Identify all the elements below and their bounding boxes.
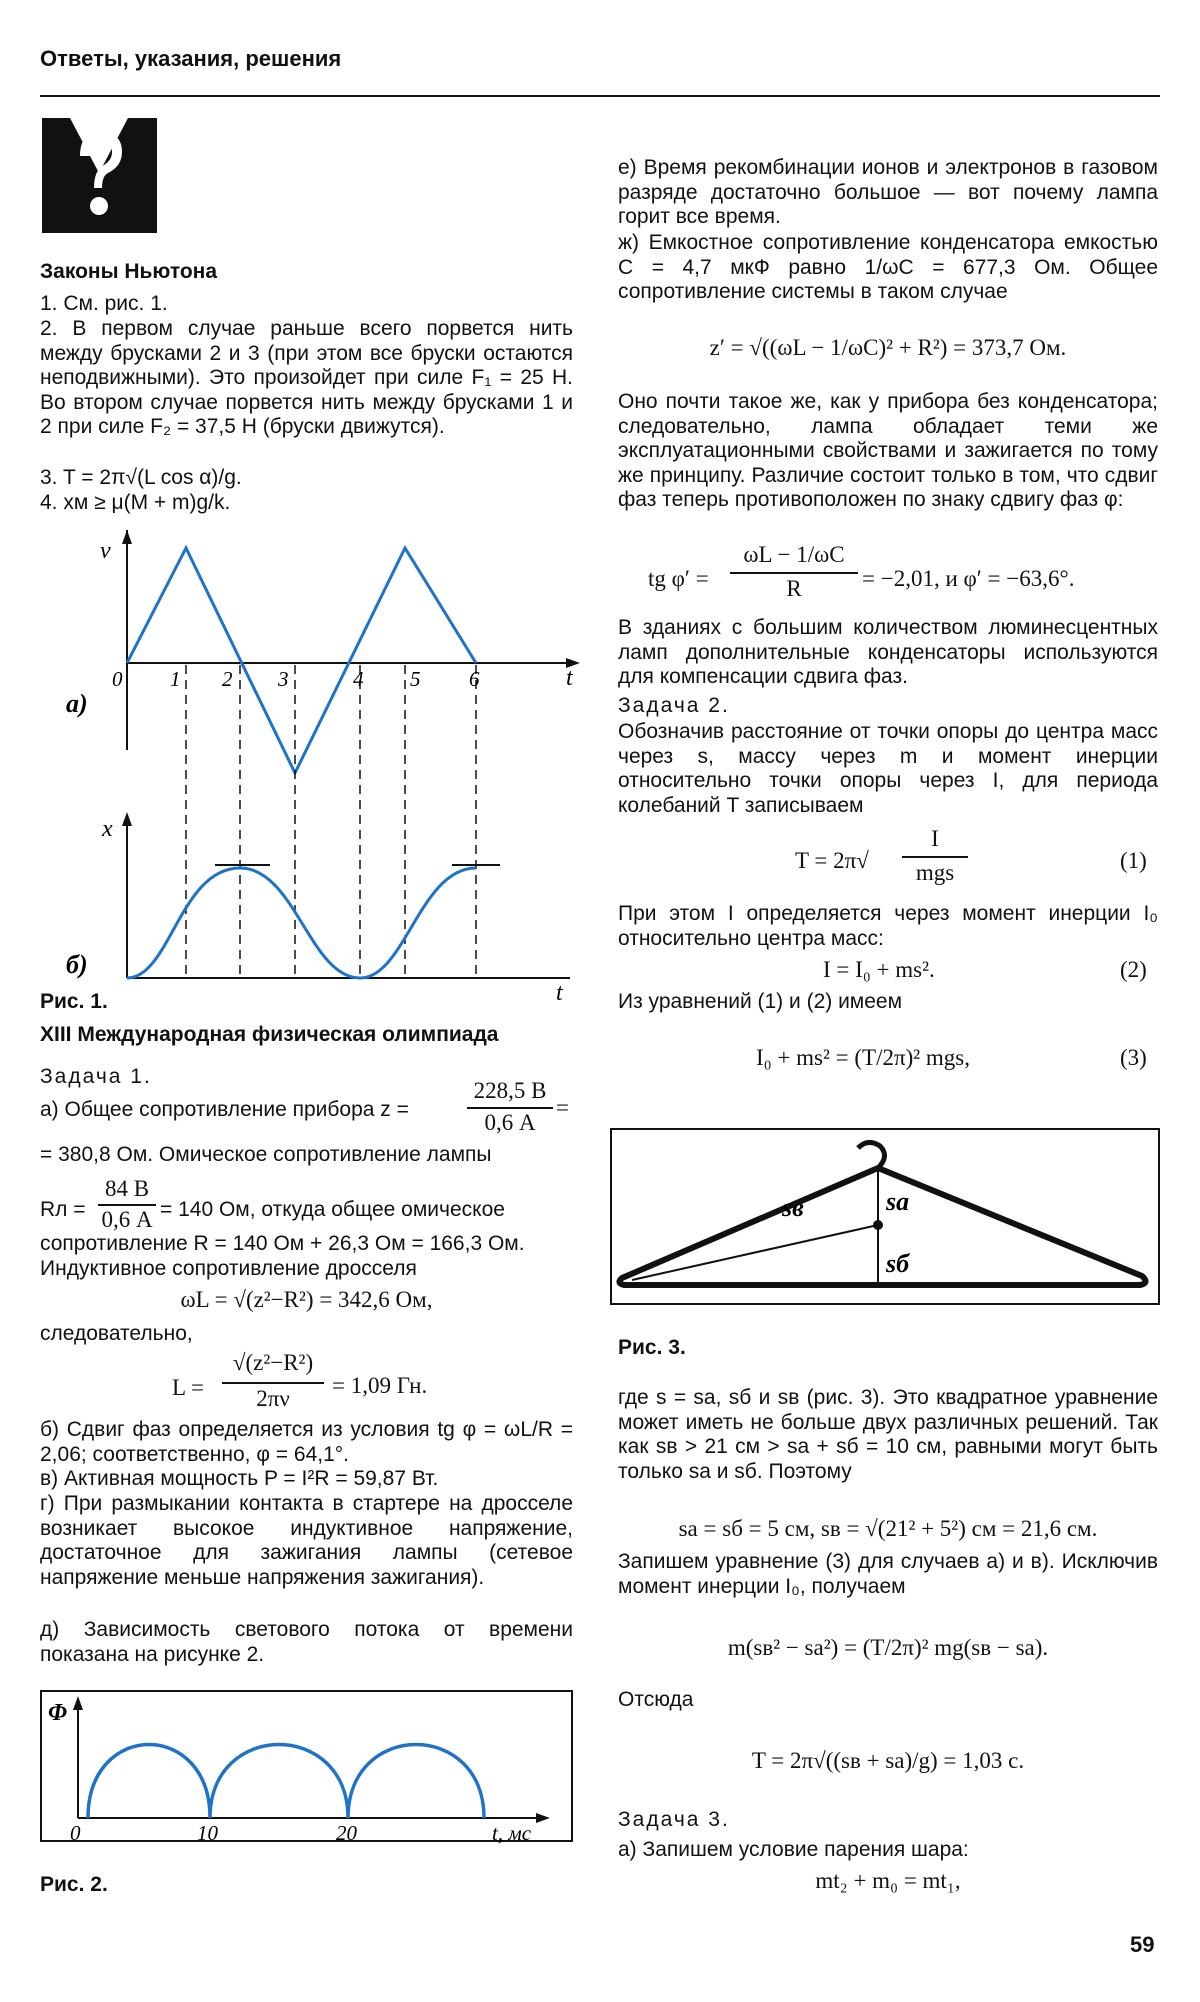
fig1-caption: Рис. 1. <box>40 990 108 1013</box>
t1a-eq2-bar <box>222 1382 324 1384</box>
fig1-tick-1: 1 <box>170 667 181 691</box>
t1a-rl-bar <box>98 1204 156 1206</box>
newton-title: Законы Ньютона <box>40 260 218 283</box>
fig1-tick-4: 4 <box>353 667 364 691</box>
fig3-sb-label: sб <box>886 1249 910 1278</box>
r-e: е) Время рекомбинации ионов и электронов в газовом разряде достаточно большое — вот почему лампа горит все время. <box>618 156 1158 228</box>
t1a-line5: Индуктивное сопротивление дросселя <box>40 1257 417 1280</box>
task2-title: Задача 2. <box>618 694 730 717</box>
fig1-v-label: v <box>100 538 111 564</box>
t1e: д) Зависимость светового потока от времени показана на рисунке 2. <box>40 1618 573 1666</box>
task1-title: Задача 1. <box>40 1065 152 1088</box>
r-p4: При этом I определяется через момент инерции I₀ относительно центра масс: <box>618 902 1158 950</box>
fig2-caption: Рис. 2. <box>40 1873 108 1896</box>
figure-2 <box>40 1690 573 1845</box>
fig1-t-label-a: t <box>566 665 573 691</box>
r-eq5: m(sв² − sа²) = (T/2π)² mg(sв − sа). <box>727 1635 1049 1660</box>
r-eq2: I = I₀ + ms². <box>823 957 935 982</box>
r-eq-tg-bar <box>730 572 858 574</box>
fig2-tick-0: 0 <box>70 1821 81 1845</box>
r-p1: Оно почти такое же, как у прибора без конденсатора; следовательно, лампа обладает теми же эксплуатационными свойствами и зажигается по тому же принципу. Различие состоит только в том, что сдвиг фаз теперь противоположен по знаку сдвигу фаз φ: <box>618 390 1158 511</box>
fig2-t-label: t, мс <box>492 1821 532 1845</box>
fig1-t-label-b: t <box>556 980 563 1006</box>
r-p2: В зданиях с большим количеством люминесцентных ламп дополнительные конденсаторы используются для компенсации сдвига фаз. <box>618 616 1158 688</box>
r-eq3-no: (3) <box>1120 1045 1147 1070</box>
t1a-frac-den: 0,6 А <box>484 1110 536 1135</box>
r-eq1-bar <box>902 856 968 858</box>
fig2-tick-20: 20 <box>336 1821 357 1845</box>
t1a-line3: = 140 Ом, откуда общее омическое <box>160 1198 505 1221</box>
r-eq1-num: I <box>931 826 939 851</box>
fig1-a-label: а) <box>66 689 88 718</box>
r-p7: Запишем уравнение (3) для случаев а) и в). Исключив момент инерции I₀, получаем <box>618 1550 1158 1598</box>
page-number: 59 <box>1130 1932 1155 1957</box>
fig1-b-label: б) <box>66 950 88 979</box>
r-zh: ж) Емкостное сопротивление конденсатора емкостью C = 4,7 мкФ равно 1/ωC = 677,3 Ом. Общее сопротивление системы в таком случае <box>618 231 1158 303</box>
t1a-eq-sign: = <box>556 1095 569 1120</box>
section-header: Ответы, указания, решения <box>40 46 342 71</box>
header-rule <box>40 95 1160 97</box>
r-p3: Обозначив расстояние от точки опоры до центра масс через s, массу через m и момент инерции относительно точки опоры через I, для периода колебаний T записываем <box>618 720 1158 817</box>
t1a-eq1: ωL = √(z²−R²) = 342,6 Ом, <box>180 1287 433 1312</box>
fig1-x-label: x <box>102 816 113 842</box>
r-eq-tg-den: R <box>786 576 802 601</box>
r-eq1-den: mgs <box>915 860 955 885</box>
r-p5: Из уравнений (1) и (2) имеем <box>618 990 903 1013</box>
r-eq3: I₀ + ms² = (T/2π)² mgs, <box>756 1045 970 1070</box>
r-eq4: sа = sб = 5 см, sв = √(21² + 5²) см = 21,6 см. <box>678 1516 1098 1541</box>
olympiad-title: XIII Международная физическая олимпиада <box>40 1023 499 1046</box>
t1b: б) Сдвиг фаз определяется из условия tg φ = ωL/R = 2,06; соответственно, φ = 64,1°. <box>40 1418 573 1466</box>
t1a-line1: а) Общее сопротивление прибора z = <box>40 1098 409 1121</box>
r-p8: Отсюда <box>618 1688 694 1711</box>
figure-3 <box>610 1128 1160 1305</box>
r-eq-tg-rhs: = −2,01, и φ′ = −63,6°. <box>862 566 1075 591</box>
newton-item-2: 2. В первом случае раньше всего порвется нить между брусками 2 и 3 (при этом все бруски остаются неподвижными). Это произойдет при силе F₁ = 25 Н. Во втором случае порвется нить между брусками 1 и 2 при силе F₂ = 37,5 Н (бруски движутся). <box>40 317 573 438</box>
fig1-tick-0: 0 <box>112 667 123 691</box>
t1a-rl-num: 84 В <box>104 1176 150 1201</box>
t1a-line4: сопротивление R = 140 Ом + 26,3 Ом = 166,3 Ом. <box>40 1232 525 1255</box>
t1a-eq2-lhs: L = <box>172 1375 204 1400</box>
t1c: в) Активная мощность P = I²R = 59,87 Вт. <box>40 1467 439 1490</box>
t1a-frac-bar <box>467 1107 553 1109</box>
question-logo <box>42 118 157 233</box>
t1a-eq2-num: √(z²−R²) <box>232 1350 314 1375</box>
fig3-caption: Рис. 3. <box>618 1336 686 1359</box>
r-eq-z: z′ = √((ωL − 1/ωC)² + R²) = 373,7 Ом. <box>709 335 1067 360</box>
r-eq-tg-num: ωL − 1/ωC <box>743 542 845 567</box>
r-eq7: mt₂ + m₀ = mt₁, <box>815 1868 961 1893</box>
t1a-frac-num: 228,5 В <box>473 1078 547 1103</box>
r-eq1-no: (1) <box>1120 848 1147 873</box>
fig1-tick-6: 6 <box>469 667 480 691</box>
r-eq-tg-lhs: tg φ′ = <box>648 566 709 591</box>
fig2-tick-10: 10 <box>197 1821 218 1845</box>
figure-1 <box>66 530 590 1006</box>
r-p9: а) Запишем условие парения шара: <box>618 1838 969 1861</box>
fig3-sv-label: sв <box>782 1193 804 1222</box>
r-eq2-no: (2) <box>1120 957 1147 982</box>
t1a-line6: следовательно, <box>40 1322 193 1345</box>
t1a-line2: = 380,8 Ом. Омическое сопротивление лампы <box>40 1143 492 1166</box>
fig1-tick-2: 2 <box>222 667 233 691</box>
newton-item-1: 1. См. рис. 1. <box>40 292 168 315</box>
r-eq6: T = 2π√((sв + sа)/g) = 1,03 с. <box>751 1748 1025 1773</box>
t1a-rl: Rл = <box>40 1198 86 1221</box>
fig1-tick-3: 3 <box>278 667 289 691</box>
t1a-eq2-den: 2πν <box>256 1386 290 1411</box>
fig3-sa-label: sа <box>886 1187 910 1216</box>
r-p6: где s = sа, sб и sв (рис. 3). Это квадратное уравнение может иметь не больше двух различных решений. Так как sв > 21 см > sа + sб = 10 см, равными могут быть только sа и sб. Поэтому <box>618 1386 1158 1483</box>
fig2-phi-label: Φ <box>48 1700 67 1726</box>
fig1-tick-5: 5 <box>410 667 421 691</box>
t1a-eq2-rhs: = 1,09 Гн. <box>332 1373 428 1398</box>
r-eq1-lhs: T = 2π√ <box>795 848 869 873</box>
newton-item-3: 3. T = 2π√(L cos α)/g. <box>40 466 242 489</box>
t1a-rl-den: 0,6 А <box>101 1207 153 1232</box>
newton-item-4: 4. xм ≥ μ(M + m)g/k. <box>40 491 231 514</box>
t1d: г) При размыкании контакта в стартере на дросселе возникает высокое индуктивное напряжение, достаточное для зажигания лампы (сетевое напряжение меньше напряжения зажигания). <box>40 1492 573 1589</box>
task3-title: Задача 3. <box>618 1808 730 1831</box>
